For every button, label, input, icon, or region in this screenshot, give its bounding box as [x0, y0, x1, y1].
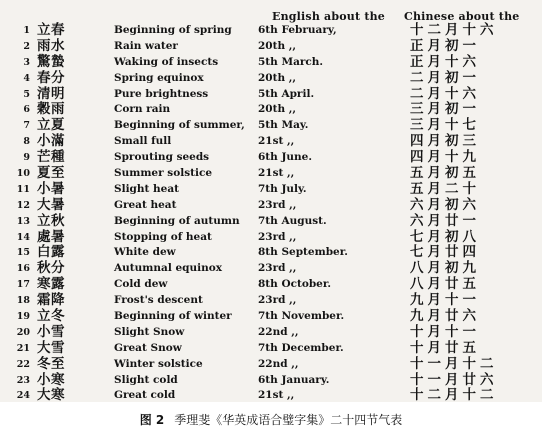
table-row	[0, 245, 542, 261]
english-term: White dew	[114, 246, 176, 259]
english-term: Cold dew	[114, 278, 168, 291]
table-row	[0, 71, 542, 87]
chinese-date: 十月廿五	[410, 339, 480, 356]
english-date: 6th February,	[258, 24, 337, 36]
chinese-term: 寒露	[37, 276, 65, 293]
table-row	[0, 309, 542, 325]
english-column-header: English about the	[272, 10, 385, 23]
chinese-date: 五月二十	[410, 180, 480, 197]
chinese-date: 七月廿四	[410, 244, 480, 261]
english-date: 5th March.	[258, 55, 324, 68]
chinese-term: 小雪	[37, 323, 65, 340]
table-row	[0, 261, 542, 277]
chinese-term: 處暑	[37, 228, 65, 245]
english-term: Great Snow	[114, 341, 182, 354]
english-date: 20th ,,	[258, 39, 297, 52]
row-number: 15	[16, 247, 30, 259]
english-date: 7th November.	[258, 310, 345, 323]
english-term: Slight heat	[114, 182, 180, 195]
row-number: 20	[16, 326, 30, 338]
table-row	[0, 373, 542, 389]
chinese-term: 立冬	[37, 308, 65, 325]
chinese-date: 二月初一	[410, 69, 480, 86]
chinese-term: 小暑	[37, 180, 65, 197]
chinese-date: 九月十一	[410, 292, 480, 309]
english-term: Autumnal equinox	[114, 262, 222, 275]
table-row	[0, 214, 542, 230]
table-row	[0, 230, 542, 246]
chinese-term: 清明	[37, 85, 65, 102]
chinese-date: 十一月廿六	[410, 371, 498, 388]
figure-number: 图 2	[139, 413, 165, 427]
row-number: 9	[23, 152, 30, 164]
row-number: 11	[16, 183, 30, 195]
row-number: 3	[23, 56, 30, 68]
english-date: 5th May.	[258, 119, 309, 132]
table-row	[0, 182, 542, 198]
chinese-date: 十月十一	[410, 323, 480, 340]
english-term: Slight Snow	[114, 325, 185, 338]
row-number: 18	[16, 295, 30, 307]
english-date: 23rd ,,	[258, 262, 297, 275]
chinese-term: 雨水	[37, 37, 65, 54]
chinese-date: 十二月十二	[410, 387, 498, 404]
table-row	[0, 277, 542, 293]
chinese-term: 霜降	[37, 292, 65, 309]
english-term: Great cold	[114, 389, 176, 402]
chinese-term: 春分	[37, 69, 65, 86]
row-number: 17	[16, 279, 30, 291]
english-date: 6th January.	[258, 373, 330, 386]
chinese-date: 五月初五	[410, 165, 480, 182]
chinese-date: 十二月十六	[410, 22, 498, 38]
row-number: 13	[16, 215, 30, 227]
table-row	[0, 39, 542, 55]
row-number: 6	[23, 104, 30, 116]
table-row	[0, 102, 542, 118]
chinese-date: 三月初一	[410, 101, 480, 118]
row-number: 10	[16, 168, 30, 180]
row-number: 1	[23, 25, 30, 36]
english-date: 7th December.	[258, 341, 344, 354]
chinese-date: 三月十七	[410, 117, 480, 134]
chinese-term: 芒種	[37, 149, 65, 166]
chinese-term: 立春	[37, 22, 65, 38]
table-row	[0, 23, 542, 39]
chinese-date: 四月十九	[410, 149, 480, 166]
english-date: 7th August.	[258, 214, 327, 227]
table-row	[0, 325, 542, 341]
chinese-term: 小寒	[37, 371, 65, 388]
row-number: 12	[16, 199, 30, 211]
row-number: 24	[16, 390, 30, 402]
chinese-term: 秋分	[37, 260, 65, 277]
row-number: 16	[16, 263, 30, 275]
figure-caption	[0, 411, 542, 428]
chinese-date: 六月廿一	[410, 212, 480, 229]
english-date: 5th April.	[258, 87, 315, 100]
chinese-date: 八月初九	[410, 260, 480, 277]
row-number: 7	[23, 120, 30, 132]
english-term: Pure brightness	[114, 87, 209, 100]
row-number: 8	[23, 136, 30, 148]
chinese-date: 八月廿五	[410, 276, 480, 293]
english-term: Great heat	[114, 198, 177, 211]
english-term: Sprouting seeds	[114, 151, 210, 164]
chinese-date: 七月初八	[410, 228, 480, 245]
chinese-term: 穀雨	[37, 101, 65, 118]
table-row	[0, 388, 542, 404]
english-date: 23rd ,,	[258, 230, 297, 243]
chinese-term: 大雪	[37, 339, 65, 356]
chinese-column-header: Chinese about the	[404, 10, 520, 23]
english-date: 7th July.	[258, 182, 307, 195]
english-term: Corn rain	[114, 103, 171, 116]
english-date: 23rd ,,	[258, 198, 297, 211]
english-date: 20th ,,	[258, 71, 297, 84]
chinese-term: 白露	[37, 244, 65, 261]
table-row	[0, 55, 542, 71]
english-term: Small full	[114, 135, 172, 148]
chinese-date: 正月初一	[410, 37, 480, 54]
english-date: 21st ,,	[258, 135, 295, 148]
row-number: 22	[16, 358, 30, 370]
chinese-date: 九月廿六	[410, 308, 480, 325]
chinese-term: 立秋	[37, 212, 65, 229]
english-date: 20th ,,	[258, 103, 297, 116]
row-number: 21	[16, 342, 30, 354]
english-term: Frost's descent	[114, 294, 203, 307]
english-date: 6th June.	[258, 151, 313, 164]
english-term: Beginning of spring	[114, 24, 232, 36]
english-date: 21st ,,	[258, 167, 295, 180]
chinese-date: 六月初六	[410, 196, 480, 213]
table-row	[0, 134, 542, 150]
table-row	[0, 198, 542, 214]
table-row	[0, 293, 542, 309]
chinese-term: 大暑	[37, 196, 65, 213]
row-number: 5	[23, 88, 30, 100]
table-row	[0, 118, 542, 134]
english-date: 22nd ,,	[258, 325, 299, 338]
chinese-term: 大寒	[37, 387, 65, 404]
english-term: Beginning of autumn	[114, 214, 240, 227]
row-number: 4	[23, 72, 30, 84]
chinese-term: 驚蟄	[37, 53, 65, 70]
table-row	[0, 341, 542, 357]
english-term: Waking of insects	[114, 55, 219, 68]
english-term: Beginning of summer,	[114, 119, 245, 132]
chinese-date: 正月十六	[410, 53, 480, 70]
row-number: 14	[16, 231, 30, 243]
figure-title: 季理斐《华英成语合璧字集》二十四节气表	[174, 413, 403, 427]
chinese-term: 冬至	[37, 355, 65, 372]
row-number: 23	[16, 374, 30, 386]
table-row	[0, 357, 542, 373]
chinese-date: 二月十六	[410, 85, 480, 102]
english-term: Spring equinox	[114, 71, 204, 84]
solar-terms-list	[0, 23, 542, 404]
chinese-term: 立夏	[37, 117, 65, 134]
english-term: Winter solstice	[114, 357, 203, 370]
english-date: 22nd ,,	[258, 357, 299, 370]
chinese-date: 四月初三	[410, 133, 480, 150]
english-date: 23rd ,,	[258, 294, 297, 307]
english-term: Stopping of heat	[114, 230, 212, 243]
table-row	[0, 166, 542, 182]
chinese-term: 夏至	[37, 165, 65, 182]
row-number: 19	[16, 311, 30, 323]
chinese-term: 小滿	[37, 133, 65, 150]
english-term: Beginning of winter	[114, 310, 232, 323]
english-term: Summer solstice	[114, 167, 213, 180]
english-date: 21st ,,	[258, 389, 295, 402]
table-row	[0, 150, 542, 166]
row-number: 2	[23, 40, 30, 52]
english-date: 8th October.	[258, 278, 332, 291]
english-date: 8th September.	[258, 246, 348, 259]
english-term: Rain water	[114, 39, 178, 52]
english-term: Slight cold	[114, 373, 178, 386]
chinese-date: 十一月十二	[410, 355, 498, 372]
